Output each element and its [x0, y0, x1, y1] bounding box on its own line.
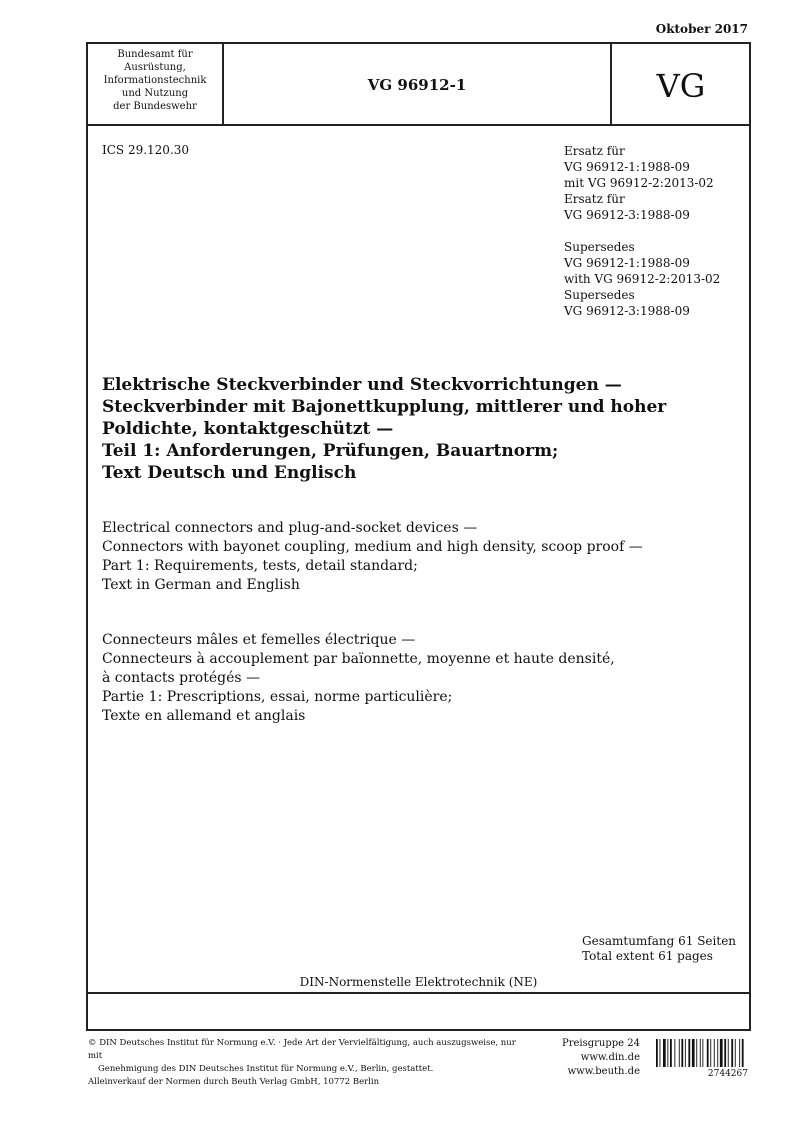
title-line: Steckverbinder mit Bajonettkupplung, mittlerer und hoher [102, 397, 667, 417]
vg-logo: VG [656, 67, 706, 105]
title-line: Connectors with bayonet coupling, medium and high density, scoop proof — [102, 539, 643, 555]
issuer-block [88, 48, 222, 113]
title-line: Teil 1: Anforderungen, Prüfungen, Bauartnorm; [102, 441, 559, 461]
title-line: Connecteurs mâles et femelles électrique — [102, 632, 416, 648]
copyright-line: Alleinverkauf der Normen durch Beuth Verlag GmbH, 10772 Berlin [88, 1077, 380, 1087]
title-line: Text Deutsch und Englisch [102, 463, 357, 483]
issuer-line: und Nutzung [121, 88, 189, 99]
title-line: Part 1: Requirements, tests, detail standard; [102, 558, 418, 574]
issuer-line: Ausrüstung, [124, 62, 186, 73]
replacement-block [564, 143, 720, 319]
copyright-line: Genehmigung des DIN Deutsches Institut für Normung e.V., Berlin, gestattet. [98, 1064, 434, 1074]
title-line: à contacts protégés — [102, 670, 261, 686]
price-group: Preisgruppe 24 [561, 1038, 640, 1049]
replacement-line: with VG 96912-2:2013-02 [564, 272, 721, 286]
issuer-line: der Bundeswehr [113, 101, 197, 112]
extent-line: Total extent 61 pages [582, 949, 713, 963]
issuer-line: Bundesamt für [117, 49, 193, 60]
title-line: Connecteurs à accouplement par baïonnette, moyenne et haute densité, [102, 651, 615, 667]
extent-line: Gesamtumfang 61 Seiten [582, 934, 737, 948]
replacement-line: Ersatz für [564, 144, 625, 158]
copyright-notice [88, 1037, 518, 1089]
replacement-line: VG 96912-3:1988-09 [564, 304, 690, 318]
title-english [102, 519, 742, 595]
title-french [102, 631, 742, 726]
replacement-line: mit VG 96912-2:2013-02 [564, 176, 714, 190]
footer-divider-top [86, 992, 751, 994]
standard-number: VG 96912-1 [367, 76, 467, 94]
publication-date: Oktober 2017 [655, 22, 748, 36]
barcode-icon [656, 1039, 748, 1067]
title-line: Text in German and English [102, 577, 300, 593]
header-divider [86, 124, 751, 126]
ics-code: ICS 29.120.30 [102, 143, 190, 157]
replacement-line: VG 96912-1:1988-09 [564, 256, 690, 270]
replacement-line: VG 96912-3:1988-09 [564, 208, 690, 222]
committee-name: DIN-Normenstelle Elektrotechnik (NE) [299, 975, 538, 989]
replacement-line: Supersedes [564, 288, 635, 302]
copyright-line: © DIN Deutsches Institut für Normung e.V. · Jede Art der Vervielfältigung, auch auszugsweise, nur mit [88, 1038, 516, 1061]
title-line: Partie 1: Prescriptions, essai, norme particulière; [102, 689, 453, 705]
replacement-line: Supersedes [564, 240, 635, 254]
price-block [560, 1037, 640, 1079]
title-line: Elektrische Steckverbinder und Steckvorrichtungen — [102, 375, 622, 395]
title-line: Electrical connectors and plug-and-socket devices — [102, 520, 478, 536]
title-line: Poldichte, kontaktgeschützt — [102, 419, 394, 439]
page-extent [582, 934, 736, 964]
beuth-link[interactable]: www.beuth.de [567, 1066, 640, 1077]
replacement-line: Ersatz für [564, 192, 625, 206]
din-link[interactable]: www.din.de [580, 1052, 640, 1063]
barcode-number: 2744267 [707, 1069, 748, 1079]
issuer-line: Informationstechnik [103, 75, 207, 86]
title-german [102, 374, 742, 484]
replacement-spacer [564, 223, 720, 239]
title-line: Texte en allemand et anglais [102, 708, 306, 724]
replacement-line: VG 96912-1:1988-09 [564, 160, 690, 174]
